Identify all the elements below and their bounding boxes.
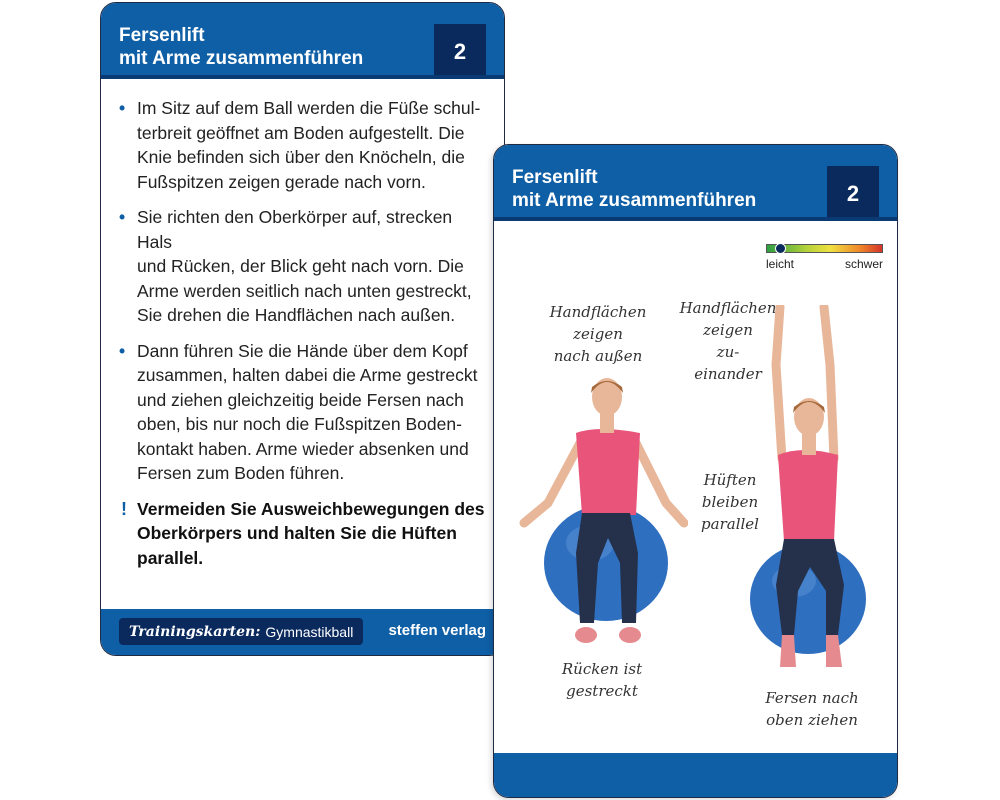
publisher-name: steffen verlag — [388, 622, 486, 639]
anno-line: zu- — [716, 343, 740, 361]
difficulty-bar — [766, 244, 883, 253]
back-title-line2: mit Arme zusammenführen — [119, 48, 364, 69]
front-card — [493, 144, 898, 798]
series-label — [119, 618, 363, 645]
bullet-1-line-1: Im Sitz auf dem Ball werden die Füße schul- — [137, 98, 481, 118]
back-title-line1: Fersenlift — [119, 25, 205, 46]
instruction-bullet-2 — [119, 205, 491, 328]
bullet-3-line-6: Fersen zum Boden führen. — [137, 463, 345, 483]
anno-line: gestreckt — [566, 682, 638, 700]
anno-line: Fersen nach — [765, 689, 859, 707]
difficulty-label-low: leicht — [766, 257, 795, 271]
bullet-2-line-4: Sie drehen die Handflächen nach außen. — [137, 305, 456, 325]
anno-line: Hüften — [703, 471, 757, 489]
pink-shirt-shape — [576, 429, 640, 515]
series-name: Gymnastikball — [265, 623, 354, 640]
difficulty-scale — [766, 244, 883, 271]
anno-line: Rücken ist — [561, 660, 643, 678]
bullet-1-line-2: terbreit geöffnet am Boden aufgestellt. Die — [137, 122, 465, 143]
warning-line-3: parallel. — [137, 547, 204, 568]
anno-line: Handflächen — [549, 303, 647, 321]
difficulty-marker — [775, 243, 786, 254]
annotation-back-straight — [550, 658, 654, 702]
front-title-line2: mit Arme zusammenführen — [512, 190, 757, 211]
back-card-body — [119, 96, 491, 581]
difficulty-labels — [766, 257, 883, 271]
front-card-footer — [494, 753, 897, 797]
pink-shirt-shape — [778, 450, 838, 541]
front-card-number: 2 — [827, 166, 879, 221]
bullet-3-line-1: Dann führen Sie die Hände über dem Kopf — [137, 340, 468, 361]
bullet-dot-icon: • — [119, 207, 126, 227]
bullet-2-line-2: und Rücken, der Blick geht nach vorn. Die — [137, 256, 464, 276]
bullet-dot-icon: • — [119, 340, 126, 361]
bullet-3-line-3: und ziehen gleichzeitig beide Fersen nach — [137, 389, 464, 410]
bullet-2-line-3: Arme werden seitlich nach unten gestreckt, — [137, 280, 472, 301]
anno-line: einander — [694, 365, 762, 383]
front-card-title — [512, 166, 756, 212]
bullet-1-line-4: Fußspitzen zeigen gerade nach vorn. — [137, 171, 426, 192]
bullet-1-line-3: Knie befinden sich über den Knöcheln, die — [137, 147, 465, 167]
front-card-header — [494, 145, 897, 221]
bullet-3-line-4: oben, bis nur noch die Fußspitzen Boden- — [137, 414, 462, 434]
anno-line: parallel — [701, 515, 759, 533]
annotation-heels-up — [750, 687, 874, 731]
anno-line: oben ziehen — [766, 711, 858, 729]
front-title-line1: Fersenlift — [512, 167, 598, 188]
back-card-footer — [101, 609, 504, 655]
exclamation-icon: ! — [121, 498, 127, 519]
warning-line-2: Oberkörpers und halten Sie die Hüften — [137, 523, 457, 543]
annotation-palms-outward — [542, 301, 654, 367]
bullet-3-line-5: kontakt haben. Arme wieder absenken und — [137, 438, 469, 459]
exercise-photo-start — [518, 373, 688, 655]
instruction-bullet-3 — [119, 339, 491, 486]
bullet-3-line-2: zusammen, halten dabei die Arme gestreckt — [137, 365, 478, 385]
exercise-photo-end — [722, 305, 872, 677]
warning-line-1: Vermeiden Sie Ausweichbewegungen des — [137, 498, 485, 519]
anno-line: nach außen — [553, 347, 643, 365]
difficulty-label-high: schwer — [844, 257, 883, 271]
back-card-title — [119, 24, 363, 70]
back-card-header — [101, 3, 504, 79]
warning-note — [119, 497, 491, 571]
anno-line: bleiben — [701, 493, 759, 511]
bullet-dot-icon: • — [119, 98, 126, 118]
bullet-2-line-1: Sie richten den Oberkörper auf, strecken Hals — [137, 207, 453, 252]
back-card-number: 2 — [434, 24, 486, 79]
series-script-label: Trainingskarten: — [129, 623, 261, 640]
anno-line: zeigen — [703, 321, 753, 339]
instruction-bullet-1 — [119, 96, 491, 194]
anno-line: zeigen — [573, 325, 623, 343]
anno-line: Handflächen — [679, 299, 777, 317]
back-card — [100, 2, 505, 656]
